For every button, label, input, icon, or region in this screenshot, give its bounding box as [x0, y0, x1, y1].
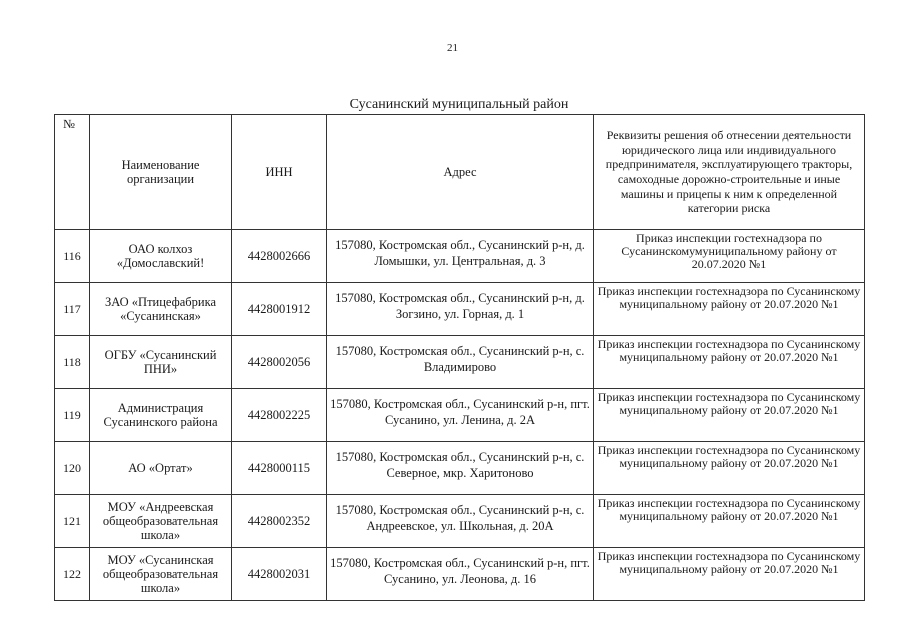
row-number: 121: [55, 495, 90, 548]
header-number: №: [55, 115, 90, 230]
row-number: 116: [55, 230, 90, 283]
row-inn: 4428002031: [232, 548, 327, 601]
table-row: [55, 495, 865, 548]
row-number: 117: [55, 283, 90, 336]
table-body: [55, 230, 865, 601]
row-number: 118: [55, 336, 90, 389]
risk-category-table: [54, 114, 865, 601]
row-address: 157080, Костромская обл., Сусанинский р-н, с. Владимирово: [327, 336, 594, 389]
row-organization: ОАО колхоз «Домославский!: [90, 230, 232, 283]
header-inn: ИНН: [232, 115, 327, 230]
row-address: 157080, Костромская обл., Сусанинский р-н, пгт. Сусанино, ул. Леонова, д. 16: [327, 548, 594, 601]
row-decision: Приказ инспекции гостехнадзора по Сусанинскому муниципальному району от 20.07.2020 №1: [594, 389, 865, 442]
row-inn: 4428000115: [232, 442, 327, 495]
row-number: 122: [55, 548, 90, 601]
row-organization: Администрация Сусанинского района: [90, 389, 232, 442]
page-number: 21: [447, 42, 458, 54]
table-row: [55, 230, 865, 283]
row-decision: Приказ инспекции гостехнадзора по Сусанинскомумуниципальному району от 20.07.2020 №1: [594, 230, 865, 283]
row-decision: Приказ инспекции гостехнадзора по Сусанинскому муниципальному району от 20.07.2020 №1: [594, 548, 865, 601]
row-address: 157080, Костромская обл., Сусанинский р-н, пгт. Сусанино, ул. Ленина, д. 2А: [327, 389, 594, 442]
row-organization: АО «Ортат»: [90, 442, 232, 495]
row-inn: 4428002352: [232, 495, 327, 548]
row-decision: Приказ инспекции гостехнадзора по Сусанинскому муниципальному району от 20.07.2020 №1: [594, 495, 865, 548]
header-row: [55, 115, 865, 230]
row-inn: 4428002666: [232, 230, 327, 283]
row-address: 157080, Костромская обл., Сусанинский р-н, с. Северное, мкр. Харитоново: [327, 442, 594, 495]
table-row: [55, 336, 865, 389]
row-inn: 4428001912: [232, 283, 327, 336]
row-decision: Приказ инспекции гостехнадзора по Сусанинскому муниципальному району от 20.07.2020 №1: [594, 283, 865, 336]
table-row: [55, 389, 865, 442]
table-header: [55, 115, 865, 230]
row-organization: МОУ «Андреевская общеобразовательная школа»: [90, 495, 232, 548]
row-address: 157080, Костромская обл., Сусанинский р-н, д. Ломышки, ул. Центральная, д. 3: [327, 230, 594, 283]
table-row: [55, 442, 865, 495]
row-address: 157080, Костромская обл., Сусанинский р-н, с. Андреевское, ул. Школьная, д. 20А: [327, 495, 594, 548]
header-organization: Наименование организации: [90, 115, 232, 230]
header-address: Адрес: [327, 115, 594, 230]
district-title: Сусанинский муниципальный район: [349, 97, 569, 112]
row-inn: 4428002056: [232, 336, 327, 389]
row-organization: ЗАО «Птицефабрика «Сусанинская»: [90, 283, 232, 336]
table-row: [55, 548, 865, 601]
row-number: 120: [55, 442, 90, 495]
row-address: 157080, Костромская обл., Сусанинский р-н, д. Зогзино, ул. Горная, д. 1: [327, 283, 594, 336]
row-inn: 4428002225: [232, 389, 327, 442]
row-number: 119: [55, 389, 90, 442]
row-organization: МОУ «Сусанинская общеобразовательная школа»: [90, 548, 232, 601]
header-requisites: Реквизиты решения об отнесении деятельности юридического лица или индивидуального предпринимателя, эксплуатирующего тракторы, самоходные дорожно-строительные и иные машины и прицепы к ним к определенной категории риска: [594, 115, 865, 230]
row-organization: ОГБУ «Сусанинский ПНИ»: [90, 336, 232, 389]
row-decision: Приказ инспекции гостехнадзора по Сусанинскому муниципальному району от 20.07.2020 №1: [594, 442, 865, 495]
table-row: [55, 283, 865, 336]
row-decision: Приказ инспекции гостехнадзора по Сусанинскому муниципальному району от 20.07.2020 №1: [594, 336, 865, 389]
